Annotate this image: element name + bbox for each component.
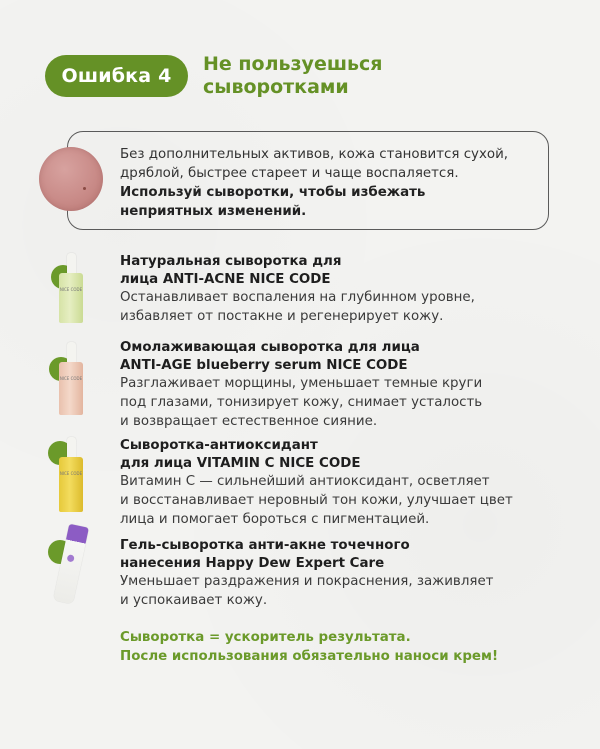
page-title	[203, 53, 382, 99]
footer-line-2: После использования обязательно наноси крем!	[120, 649, 499, 664]
purple-gel-tube-icon	[45, 537, 105, 617]
title-line-2: сыворотками	[203, 76, 349, 98]
product-name: Натуральная сыворотка для лица ANTI-ACNE NICE CODE	[120, 254, 342, 287]
product-name: Омолаживающая сыворотка для лица ANTI-AGE blueberry serum NICE CODE	[120, 340, 420, 373]
intro-text	[120, 145, 540, 221]
product-text	[120, 537, 565, 610]
mistake-number-badge: Ошибка 4	[45, 55, 188, 97]
intro-emphasis-line: неприятных изменений.	[120, 204, 307, 219]
footer-line-1: Сыворотка = ускоритель результата.	[120, 630, 411, 645]
skin-closeup-image	[39, 147, 103, 211]
product-description: Останавливает воспаления на глубинном уровне, избавляет от постакне и регенерирует кожу.	[120, 290, 475, 324]
title-line-1: Не пользуешься	[203, 53, 383, 75]
intro-emphasis-line: Используй сыворотки, чтобы избежать	[120, 185, 426, 200]
footer-note	[120, 628, 498, 666]
product-name: Сыворотка-антиоксидант для лица VITAMIN C NICE CODE	[120, 438, 361, 471]
green-serum-bottle-icon: NICE CODE	[45, 253, 105, 333]
intro-text-line: Без дополнительных активов, кожа становится сухой,	[120, 147, 509, 162]
product-name: Гель-сыворотка анти-акне точечного нанесения Happy Dew Expert Care	[120, 538, 410, 571]
header	[45, 53, 382, 99]
intro-text-line: дряблой, быстрее стареет и чаще воспаляется.	[120, 166, 459, 181]
product-text	[120, 339, 565, 431]
product-text	[120, 437, 565, 529]
yellow-serum-bottle-icon: NICE CODE	[45, 437, 105, 517]
peach-serum-bottle-icon: NICE CODE	[45, 339, 105, 419]
product-description: Уменьшает раздражения и покраснения, заживляет и успокаивает кожу.	[120, 574, 494, 608]
product-text	[120, 253, 565, 326]
product-description: Разглаживает морщины, уменьшает темные круги под глазами, тонизирует кожу, снимает усталость и возвращает естественное сияние.	[120, 376, 483, 429]
product-description: Витамин С — сильнейший антиоксидант, осветляет и восстанавливает неровный тон кожи, улучшает цвет лица и помогает бороться с пигментацией.	[120, 474, 513, 527]
